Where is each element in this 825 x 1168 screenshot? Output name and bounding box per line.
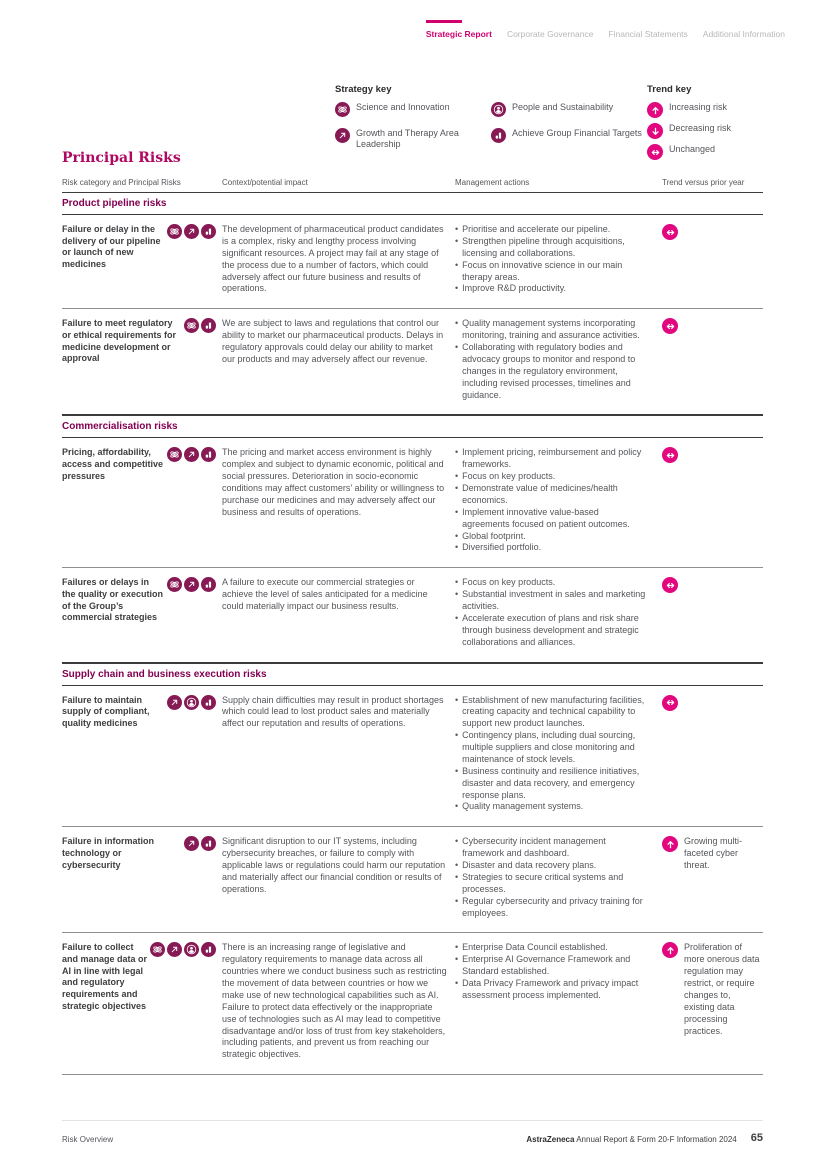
management-action-text: Global footprint. [462,530,526,541]
section-title: Product pipeline risks [62,193,763,215]
key-item-people-and-sustainability [491,102,647,117]
bullet: • [455,506,459,517]
management-actions [455,695,662,814]
science-icon [167,224,182,239]
bullet: • [455,447,459,458]
management-action-item [455,577,648,589]
trend-cell [662,447,762,554]
risk-strategy-icons [167,224,216,239]
risk-section-commercialisation-risks [62,414,763,661]
trend-cell [662,224,762,295]
risk-name: Failure to meet regulatory or ethical requirements for medicine development or approval [62,318,177,364]
strategy-key [335,84,647,165]
risk-strategy-icons [184,836,216,851]
bullet: • [455,542,459,553]
management-action-item [455,896,648,920]
bullet: • [455,612,459,623]
footer-report-name: Annual Report & Form 20-F Information 2024 [576,1135,737,1144]
risk-row [62,567,763,661]
management-action-text: Collaborating with regulatory bodies and advocacy groups to monitor and respond to changes in the regulatory environment, including revised processes, timelines and guidance. [462,342,636,400]
bullet: • [455,871,459,882]
science-icon [335,102,350,117]
risk-name-cell [62,577,222,648]
risk-strategy-icons [167,695,216,710]
active-tab-indicator [426,20,462,23]
management-action-text: Demonstrate value of medicines/health economics. [462,483,618,505]
key-item-achieve-group-financial-targets [491,128,647,151]
bullet: • [455,235,459,246]
management-action-text: Prioritise and accelerate our pipeline. [462,224,611,234]
risk-context: The pricing and market access environment is highly complex and subject to dynamic economic, political and social pressures. Deterioration in socio-economic conditions may affect customers’ ability or willingness to purchase our medicines and may adversely affect our business and results of operations. [222,447,445,517]
bullet: • [455,530,459,541]
bullet: • [455,730,459,741]
growth-icon [184,577,199,592]
management-action-text: Enterprise AI Governance Framework and Standard established. [462,954,631,977]
management-action-item [455,224,648,236]
growth-icon [167,695,182,710]
management-action-text: Disaster and data recovery plans. [462,860,597,870]
management-action-text: Focus on innovative science in our main therapy areas. [462,259,623,282]
management-actions [455,318,662,401]
risk-name: Failure to maintain supply of compliant, quality medicines [62,694,150,728]
bullet: • [455,978,459,988]
page-footer [62,1120,763,1144]
bullet: • [455,342,459,352]
bullet: • [455,836,459,847]
trend-key-items [647,102,763,160]
finance-icon [201,577,216,592]
key-item-growth-and-therapy-area-leadership [335,128,491,151]
management-action-item [455,447,648,471]
risk-context: We are subject to laws and regulations that control our ability to market our pharmaceutical products. Delays in regulatory approvals could delay our ability to market our products and may adversely affect our revenue. [222,318,444,364]
risk-strategy-icons [184,318,216,333]
trend-cell [662,942,762,1061]
trend-note: Proliferation of more onerous data regulation may restrict, or require changes to, existing data processing practices. [684,942,760,1036]
footer-brand: AstraZeneca [526,1135,575,1144]
growth-icon [335,128,350,143]
risk-name: Failure or delay in the delivery of our pipeline or launch of new medicines [62,224,161,270]
people-icon [491,102,506,117]
management-action-item [455,260,648,284]
management-action-item [455,978,648,1002]
management-action-text: Enterprise Data Council established. [462,942,608,953]
bullet: • [455,471,459,482]
finance-icon [201,695,216,710]
risk-name: Failure in information technology or cybersecurity [62,836,155,870]
bullet: • [455,954,459,965]
risk-strategy-icons [167,447,216,462]
management-action-item [455,872,648,896]
management-action-text: Substantial investment in sales and marketing activities. [462,589,646,611]
trend-note: Growing multi-faceted cyber threat. [684,836,743,870]
science-icon [167,577,182,592]
trend-cell [662,577,762,648]
unchanged-icon [647,144,663,160]
management-action-text: Implement pricing, reimbursement and policy frameworks. [462,447,642,470]
management-action-text: Strengthen pipeline through acquisitions, licensing and collaborations. [462,235,625,258]
footer-report-title [526,1135,736,1144]
trend-cell [662,836,762,919]
unchanged-icon [662,224,678,240]
management-action-item [455,860,648,872]
section-title: Supply chain and business execution risks [62,662,763,686]
risk-context: Significant disruption to our IT systems, including cybersecurity breaches, or failure to comply with applicable laws or regulations could harm our reputation and materially affect our financial condition or results of operations. [222,836,446,894]
nav-tab-label: Additional Information [702,29,785,39]
table-column-headers [62,178,763,193]
risk-context: A failure to execute our commercial strategies or achieve the level of sales anticipated for a medicine could materially impact our business results. [222,577,428,611]
risk-name-cell [62,447,222,554]
management-action-text: Regular cybersecurity and privacy training for employees. [462,895,643,918]
bullet: • [455,283,459,294]
management-action-item [455,613,648,649]
bullet: • [455,895,459,906]
management-action-text: Implement innovative value-based agreements focused on patient outcomes. [462,506,630,529]
finance-icon [201,318,216,333]
risk-name-cell [62,695,222,814]
management-action-item [455,471,648,483]
management-action-text: Establishment of new manufacturing facilities, creating capacity and technical capability to support new product launches. [462,694,645,729]
trend-key-title: Trend key [647,84,692,95]
management-action-item [455,236,648,260]
management-action-item [455,836,648,860]
people-icon [184,942,199,957]
risk-name: Pricing, affordability, access and competitive pressures [62,447,164,481]
trend-cell [662,695,762,814]
bullet: • [455,577,459,588]
management-action-item [455,730,648,766]
management-actions [455,836,662,919]
bullet: • [455,801,459,812]
finance-icon [201,836,216,851]
footer-section-label: Risk Overview [62,1135,114,1144]
management-actions [455,224,662,295]
management-action-text: Business continuity and resilience initiatives, disaster and data recovery, and emergency response plans. [462,765,640,800]
management-action-item [455,801,648,813]
key-item-label: Science and Innovation [356,102,450,112]
risk-row [62,826,763,932]
risk-strategy-icons [167,577,216,592]
management-action-item [455,283,648,295]
trend-cell [662,318,762,401]
risk-context: Supply chain difficulties may result in product shortages which could lead to lost product sales and materially affect our reputation and results of operations. [222,694,444,729]
people-icon [184,695,199,710]
finance-icon [201,942,216,957]
growth-icon [184,447,199,462]
page-title: Principal Risks [62,150,181,166]
growth-icon [184,836,199,851]
management-actions [455,577,662,648]
management-actions [455,942,662,1061]
management-action-item [455,766,648,802]
strategy-key-title: Strategy key [335,84,392,95]
science-icon [184,318,199,333]
risk-row [62,215,763,308]
top-nav [411,20,785,39]
nav-tab-strategic-report[interactable] [426,20,492,39]
management-action-item [455,954,648,978]
bullet: • [455,483,459,493]
risk-name: Failure to collect and manage data or AI in line with legal and regulatory requirements and strategic objectives [62,942,148,1011]
growth-icon [167,942,182,957]
key-item-label: People and Sustainability [512,102,614,112]
management-action-text: Data Privacy Framework and privacy impact assessment process implemented. [462,978,639,1000]
management-action-text: Accelerate execution of plans and risk share through business development and strategic collaborations and alliances. [462,612,639,647]
risk-name: Failures or delays in the quality or execution of the Group’s commercial strategies [62,577,164,623]
risk-name-cell [62,224,222,295]
nav-tab-financial-statements[interactable] [608,20,687,39]
management-action-text: Focus on key products. [462,577,556,588]
strategy-key-items [335,102,647,156]
management-action-item [455,483,648,507]
footer-right [526,1133,763,1144]
page-number: 65 [750,1132,763,1144]
risk-table [62,193,763,1075]
risk-context: The development of pharmaceutical product candidates is a complex, risky and lengthy process involving significant resources. A project may fail at any stage of the process due to a number of factors, which could adversely affect our future business and results of operations. [222,224,444,294]
bullet: • [455,942,459,953]
nav-tab-corporate-governance[interactable] [507,20,593,39]
risk-row [62,932,763,1074]
management-action-item [455,589,648,613]
bullet: • [455,224,459,234]
section-title: Commercialisation risks [62,414,763,438]
nav-tab-additional-information[interactable] [703,20,785,39]
management-action-item [455,507,648,531]
finance-icon [201,447,216,462]
management-action-item [455,695,648,731]
column-header-context: Context/potential impact [222,178,308,187]
unchanged-icon [662,318,678,334]
key-item-decreasing-risk [647,123,763,139]
management-action-item [455,542,648,554]
key-item-unchanged [647,144,763,160]
finance-icon [201,224,216,239]
management-action-item [455,342,648,401]
risk-strategy-icons [150,942,216,957]
risk-context: There is an increasing range of legislative and regulatory requirements to manage data across all countries where we conduct business such as restricting the movement of data between countries or how we make use of new technological capabilities such as AI. Failure to protect data effectively or the inappropriate use of technologies such as AI may lead to competitive disadvantage and/or loss of trust from key stakeholders, including patients, and prevent us from reaching our strategic objectives. [222,942,447,1060]
nav-tab-label: Strategic Report [425,29,492,39]
unchanged-icon [662,447,678,463]
management-action-text: Diversified portfolio. [462,542,542,553]
bullet: • [455,860,459,870]
management-action-item [455,531,648,543]
nav-tab-label: Financial Statements [608,29,688,39]
up-icon [662,942,678,958]
key-item-science-and-innovation [335,102,491,117]
down-icon [647,123,663,139]
risk-row [62,438,763,567]
up-icon [647,102,663,118]
column-header-trend: Trend versus prior year [662,178,745,187]
key-item-increasing-risk [647,102,763,118]
trend-key [647,84,763,165]
management-action-item [455,942,648,954]
management-action-text: Improve R&D productivity. [462,283,567,294]
keys-and-title-row [62,84,763,165]
column-header-management-actions: Management actions [455,178,530,187]
management-action-text: Contingency plans, including dual sourcing, multiple suppliers and close monitoring and maintenance of stock levels. [462,730,636,764]
risk-name-cell [62,318,222,401]
key-item-label: Increasing risk [669,102,728,112]
management-action-text: Quality management systems incorporating monitoring, training and assurance activities. [462,318,640,341]
management-action-text: Cybersecurity incident management framework and dashboard. [462,836,606,859]
science-icon [150,942,165,957]
management-action-item [455,318,648,342]
science-icon [167,447,182,462]
nav-tab-label: Corporate Governance [506,29,594,39]
management-actions [455,447,662,554]
up-icon [662,836,678,852]
risk-row [62,686,763,827]
key-item-label: Achieve Group Financial Targets [512,128,642,138]
bullet: • [455,318,459,329]
key-item-label: Unchanged [669,144,716,154]
bullet: • [455,765,459,776]
risk-row [62,308,763,414]
unchanged-icon [662,695,678,711]
risk-name-cell [62,836,222,919]
management-action-text: Strategies to secure critical systems and processes. [462,871,624,894]
unchanged-icon [662,577,678,593]
risk-name-cell [62,942,222,1061]
management-action-text: Focus on key products. [462,471,556,482]
column-header-risk-category: Risk category and Principal Risks [62,178,181,187]
finance-icon [491,128,506,143]
bullet: • [455,694,459,705]
key-item-label: Growth and Therapy Area Leadership [356,128,459,150]
bullet: • [455,589,459,600]
bullet: • [455,259,459,270]
risk-section-product-pipeline-risks [62,193,763,414]
management-action-text: Quality management systems. [462,801,584,812]
risk-section-supply-chain-and-business-execution-risks [62,662,763,1075]
growth-icon [184,224,199,239]
key-item-label: Decreasing risk [669,123,732,133]
